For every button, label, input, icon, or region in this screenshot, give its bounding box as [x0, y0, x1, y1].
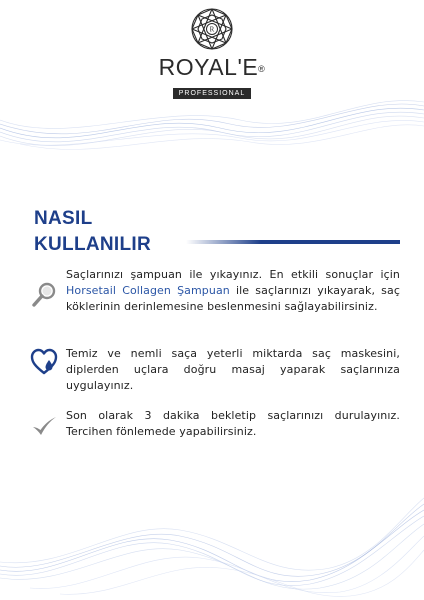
heart-drop-icon: [30, 348, 58, 376]
step-mask: [30, 346, 400, 394]
emblem-icon: [189, 6, 235, 52]
checkmark-icon: [30, 412, 58, 440]
heading-line-2: KULLANILIR: [34, 234, 151, 255]
step-shampoo: [30, 267, 400, 315]
emblem-letter: R: [209, 25, 215, 34]
step-text-part: ile saçlarınızı yıkayarak, saç köklerinin derinlemesine beslenmesini sağlayabilirsiniz.: [66, 284, 401, 313]
step-text: [66, 267, 400, 315]
heading-underline: [186, 240, 400, 244]
usage-heading: [34, 206, 151, 258]
registered-mark: ®: [258, 64, 266, 74]
brand-name: [0, 54, 424, 80]
step-rinse: [30, 408, 400, 440]
decorative-wave-top: [0, 88, 424, 168]
brand-name-text: ROYAL'E: [158, 54, 259, 80]
decorative-wave-bottom: [0, 470, 424, 600]
brand-logo: [0, 6, 424, 99]
magnifier-icon: [30, 281, 58, 309]
step-text: Son olarak 3 dakika bekletip saçlarınızı durulayınız. Tercihen fönlemede yapabilirsiniz.: [66, 409, 400, 438]
heading-line-1: NASIL: [34, 208, 93, 229]
product-link: Horsetail Collagen Şampuan: [66, 284, 230, 297]
step-text-part: Saçlarınızı şampuan ile yıkayınız. En etkili sonuçlar için: [66, 268, 400, 281]
step-text: Temiz ve nemli saça yeterli miktarda saç maskesini, diplerden uçlara doğru masaj yaparak saçlarınıza uygulayınız.: [66, 347, 400, 392]
brand-subtitle: PROFESSIONAL: [173, 88, 251, 99]
